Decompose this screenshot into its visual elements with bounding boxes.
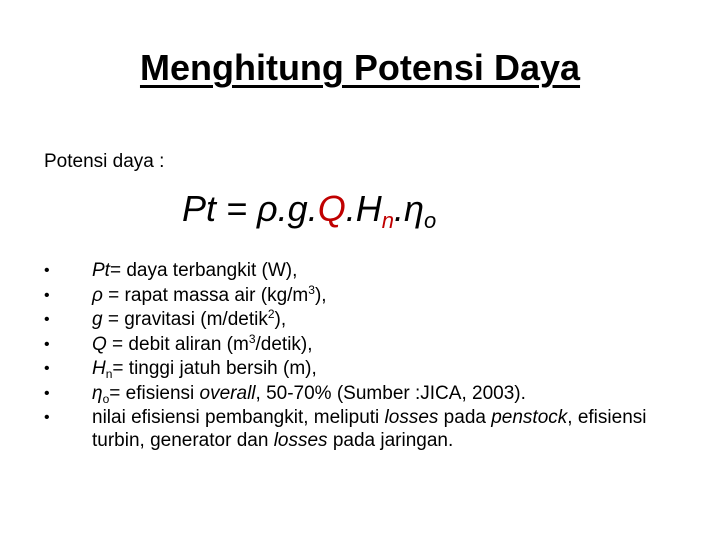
item-text: ),	[274, 309, 287, 330]
formula-eta-sub: o	[424, 208, 437, 233]
item-text: = rapat massa air (kg/m	[102, 284, 309, 306]
formula-q: Q	[317, 188, 346, 229]
item-emphasis: losses	[273, 430, 328, 451]
item-sub: o	[102, 391, 110, 406]
list-item	[44, 308, 684, 331]
formula-dot: .	[345, 188, 356, 229]
item-emphasis: losses	[384, 407, 439, 428]
item-text: pada jaringan.	[327, 430, 454, 451]
item-text: = tinggi jatuh bersih (m),	[112, 358, 317, 379]
intro-text: Potensi daya :	[44, 151, 165, 172]
list-item	[44, 284, 684, 307]
bullet-icon: •	[44, 360, 50, 377]
bullet-icon: •	[44, 409, 50, 426]
item-text: = efisiensi	[109, 382, 200, 404]
item-text: nilai efisiensi pembangkit, meliputi	[92, 407, 385, 428]
list-item	[44, 357, 684, 380]
formula-dot2: .	[393, 188, 404, 229]
item-text: , efisiensi turbin, generator dan	[92, 407, 647, 451]
bullet-icon: •	[44, 335, 50, 353]
power-formula	[182, 187, 436, 231]
item-sub: n	[105, 367, 113, 381]
list-item	[44, 333, 684, 356]
item-symbol: Q	[92, 333, 107, 355]
variable-list	[44, 259, 684, 454]
formula-rho-g: ρ.g.	[257, 188, 318, 229]
slide-title-text: Menghitung Potensi Daya	[139, 47, 581, 88]
formula-h: H	[355, 188, 382, 229]
slide-title	[0, 46, 720, 90]
item-text: , 50-70% (Sumber :JICA, 2003).	[255, 382, 526, 404]
item-symbol: H	[92, 358, 106, 379]
item-text: = gravitasi (m/detik	[102, 309, 268, 330]
list-item	[44, 406, 684, 452]
item-emphasis: overall	[199, 382, 256, 404]
list-item	[44, 259, 684, 282]
item-sup: 3	[248, 331, 256, 346]
bullet-icon: •	[44, 311, 50, 328]
item-text: = daya terbangkit (W),	[109, 260, 298, 281]
item-text: = debit aliran (m	[106, 333, 249, 355]
item-symbol: ρ	[92, 284, 103, 306]
list-item	[44, 382, 684, 405]
bullet-icon: •	[44, 262, 50, 279]
formula-pt: Pt =	[182, 188, 258, 229]
item-sup: 2	[267, 307, 275, 321]
formula-eta: η	[404, 188, 424, 229]
item-emphasis: penstock	[491, 407, 568, 428]
bullet-icon: •	[44, 384, 50, 402]
item-sup: 3	[308, 282, 315, 297]
item-symbol: η	[92, 382, 103, 404]
formula-h-sub: n	[381, 208, 394, 233]
item-text: pada	[438, 407, 492, 428]
item-text: ),	[314, 284, 327, 306]
item-symbol: g	[92, 309, 103, 330]
item-symbol: Pt	[92, 260, 110, 281]
item-text: /detik),	[255, 333, 313, 355]
bullet-icon: •	[44, 286, 50, 304]
